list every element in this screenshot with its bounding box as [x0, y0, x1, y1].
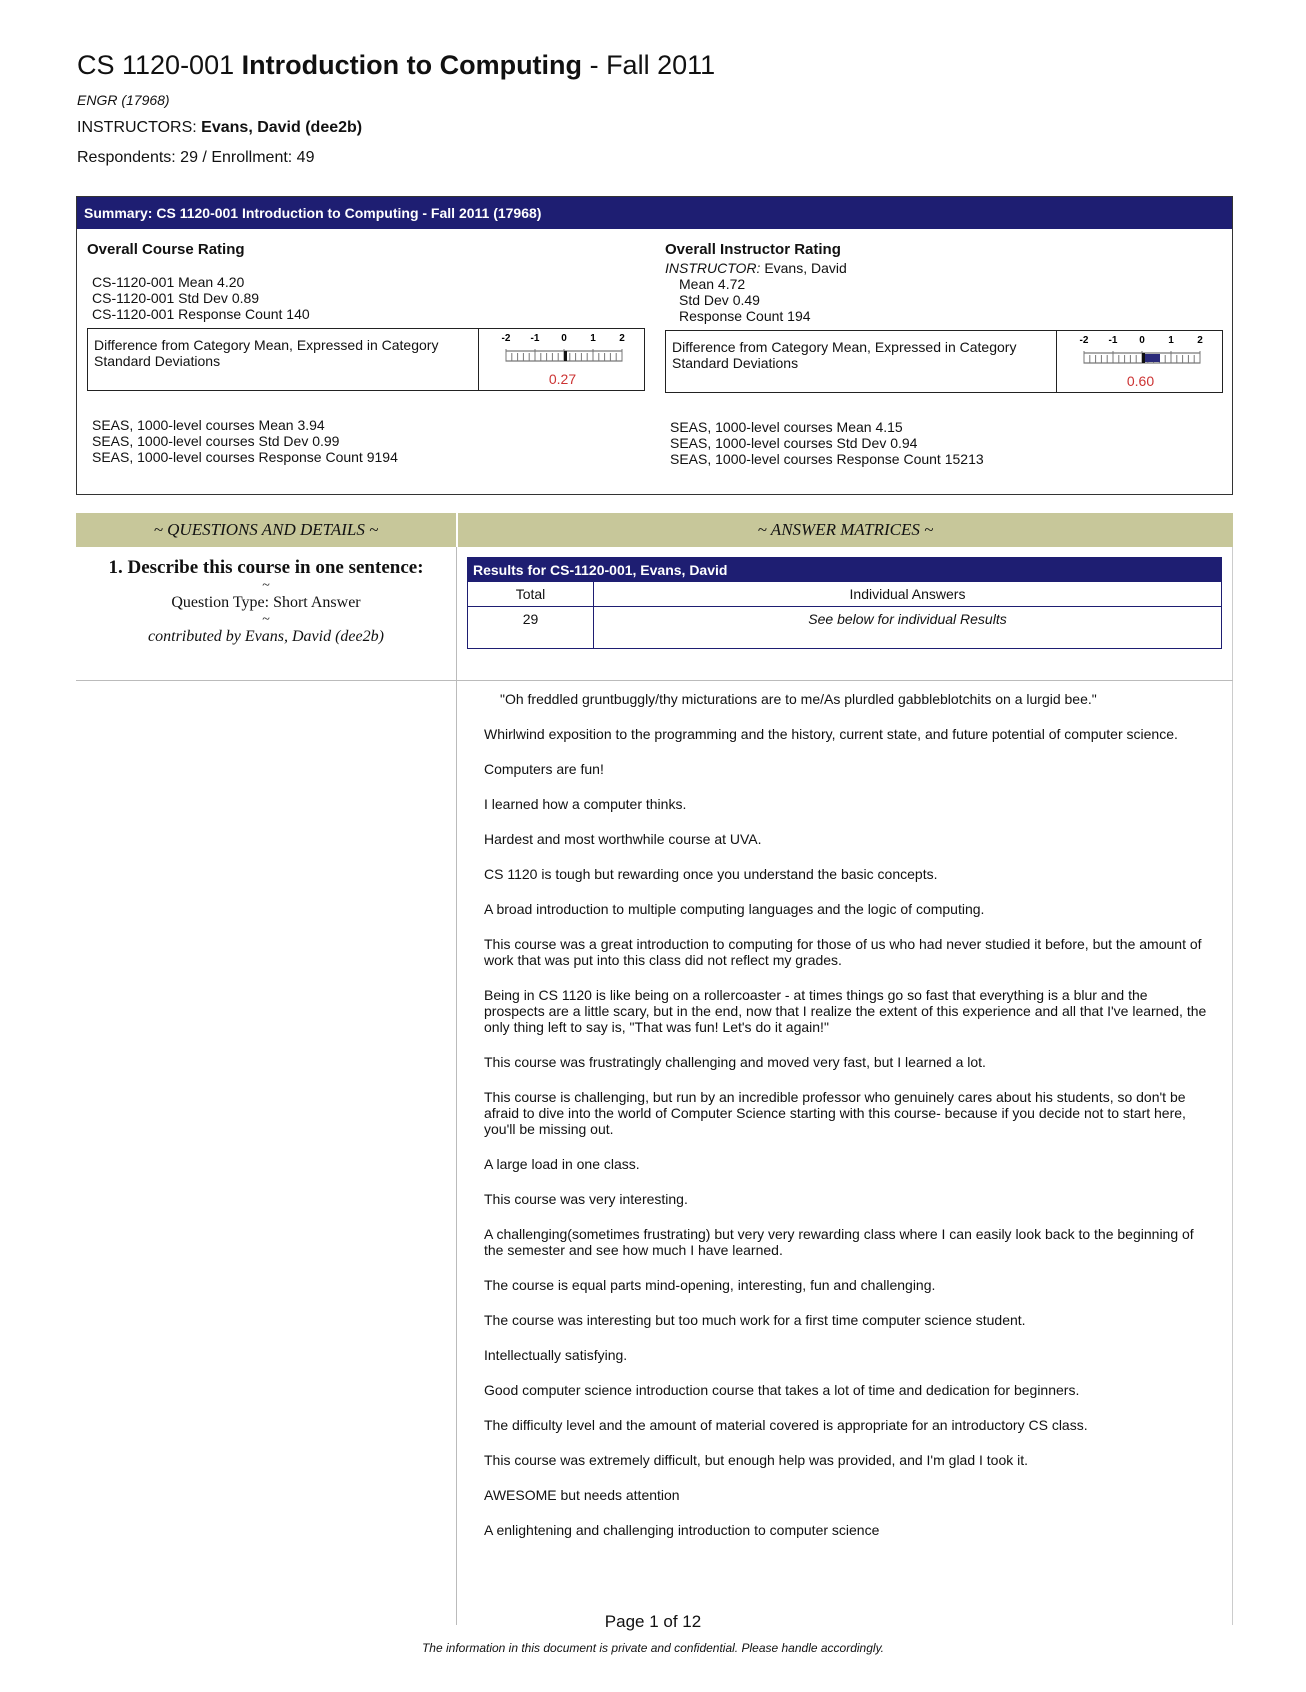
course-stats: [87, 274, 647, 322]
department-code: ENGR (17968): [77, 92, 170, 108]
gauge-tick-label: 2: [1197, 335, 1203, 346]
confidentiality-note: The information in this document is private and confidential. Please handle accordingly.: [421, 1641, 885, 1655]
respondents-line: Respondents: 29 / Enrollment: 49: [77, 149, 315, 166]
course-std: CS-1120-001 Std Dev 0.89: [92, 290, 260, 306]
column-divider: [456, 547, 457, 1625]
instructor-diff-box: [665, 330, 1223, 393]
page-title: CS 1120-001 Introduction to Computing - Fall 2011: [77, 50, 716, 80]
course-rating-column: [87, 241, 647, 465]
instructor-mean: Mean 4.72: [679, 276, 746, 292]
instructor-rating-heading: Overall Instructor Rating: [665, 241, 841, 258]
page-number: Page 1 of 12: [604, 1612, 702, 1631]
total-value: 29: [522, 611, 539, 627]
answer-item: Intellectually satisfying.: [484, 1347, 628, 1363]
question-contributor: contributed by Evans, David (dee2b): [148, 628, 384, 645]
course-diff-box: [87, 328, 645, 391]
gauge-tick-label: 0: [1139, 335, 1145, 346]
qa-header-band: [76, 513, 1233, 547]
course-cat-count: SEAS, 1000-level courses Response Count 9194: [92, 449, 398, 465]
answer-item: Whirlwind exposition to the programming and the history, current state, and future potential of computer science.: [484, 726, 1178, 742]
gauge-tick-label: 1: [590, 333, 596, 344]
answer-item: Being in CS 1120 is like being on a rollercoaster - at times things go so fast that everything is a blur and the prospects are a little scary, but in the end, now that I realize the extent of this experience and all that I've learned, the only thing left to say is, "That was fun! Let's do it again!": [484, 987, 1207, 1035]
answer-item: This course was a great introduction to computing for those of us who had never studied it before, but the amount of work that was put into this class did not reflect my grades.: [484, 936, 1202, 968]
instructor-gauge-ticks: [1080, 335, 1204, 346]
questions-header: ~ QUESTIONS AND DETAILS ~: [153, 520, 379, 539]
course-rating-heading: Overall Course Rating: [87, 241, 245, 258]
answer-item: This course was very interesting.: [484, 1191, 688, 1207]
results-table: [467, 557, 1222, 649]
instructors-label: INSTRUCTORS:: [77, 119, 197, 136]
instructor-category-stats: [665, 419, 1225, 467]
course-count: CS-1120-001 Response Count 140: [92, 306, 310, 322]
row-divider: [76, 680, 1233, 681]
course-gauge-scale: [479, 329, 647, 371]
answers-list: [484, 691, 1212, 1557]
instructor-name-line: [665, 260, 1225, 276]
summary-title: Summary: CS 1120-001 Introduction to Computing - Fall 2011 (17968): [77, 197, 1232, 229]
question-text: 1. Describe this course in one sentence:: [108, 557, 424, 578]
instructor-cat-mean: SEAS, 1000-level courses Mean 4.15: [670, 419, 903, 435]
answer-item: This course was frustratingly challenging and moved very fast, but I learned a lot.: [484, 1054, 986, 1070]
instructor-diff-gauge: [1056, 331, 1224, 392]
course-name: Introduction to Computing: [241, 50, 583, 80]
answer-item: A challenging(sometimes frustrating) but very very rewarding class where I can easily look back to the beginning of the semester and see how much I have learned.: [484, 1226, 1194, 1258]
answer-item: The course is equal parts mind-opening, interesting, fun and challenging.: [484, 1277, 936, 1293]
instructor-label: INSTRUCTOR:: [665, 260, 761, 276]
answer-item: A enlightening and challenging introduction to computer science: [484, 1522, 880, 1538]
summary-panel: [76, 196, 1233, 495]
instructor-diff-label: Difference from Category Mean, Expressed in Category Standard Deviations: [672, 339, 1017, 371]
results-title: Results for CS-1120-001, Evans, David: [468, 558, 1221, 582]
see-below-note: See below for individual Results: [808, 611, 1007, 627]
instructor-rating-column: [665, 241, 1225, 467]
answer-item: Good computer science introduction course that takes a lot of time and dedication for beginners.: [484, 1382, 1080, 1398]
tilde-separator: ~: [262, 578, 270, 593]
instructor-gauge-marker: [1142, 353, 1145, 363]
course-category-stats: [87, 417, 647, 465]
gauge-tick-label: 0: [561, 333, 567, 344]
course-gauge-marker: [564, 351, 567, 361]
course-cat-mean: SEAS, 1000-level courses Mean 3.94: [92, 417, 325, 433]
instructor-std: Std Dev 0.49: [679, 292, 760, 308]
answer-item: CS 1120 is tough but rewarding once you understand the basic concepts.: [484, 866, 938, 882]
instructors-value: Evans, David (dee2b): [201, 119, 363, 136]
instructor-name: Evans, David: [764, 260, 847, 276]
course-diff-gauge: [478, 329, 646, 390]
instructors-line: [77, 119, 362, 137]
gauge-tick-label: -1: [1108, 335, 1118, 346]
course-diff-value: 0.27: [548, 371, 577, 387]
course-code: CS 1120-001: [77, 50, 235, 80]
col-total-header: Total: [515, 586, 546, 602]
instructor-count: Response Count 194: [679, 308, 811, 324]
gauge-tick-label: 1: [1168, 335, 1174, 346]
answer-item: This course was extremely difficult, but enough help was provided, and I'm glad I took it.: [484, 1452, 1029, 1468]
answer-item: Hardest and most worthwhile course at UVA.: [484, 831, 762, 847]
course-gauge-ticks: [502, 333, 626, 344]
answers-header: ~ ANSWER MATRICES ~: [757, 520, 934, 539]
course-cat-std: SEAS, 1000-level courses Std Dev 0.99: [92, 433, 340, 449]
col-answers-header: Individual Answers: [849, 586, 966, 602]
answer-item: The difficulty level and the amount of material covered is appropriate for an introductory CS class.: [484, 1417, 1088, 1433]
answer-item: I learned how a computer thinks.: [484, 796, 687, 812]
instructor-cat-count: SEAS, 1000-level courses Response Count 15213: [670, 451, 984, 467]
answer-item: Computers are fun!: [484, 761, 604, 777]
question-type: Question Type: Short Answer: [171, 594, 361, 611]
course-diff-label: Difference from Category Mean, Expressed in Category Standard Deviations: [94, 337, 439, 369]
gauge-tick-label: -2: [1079, 335, 1089, 346]
instructor-stats: [665, 260, 1225, 324]
tilde-separator: ~: [262, 612, 270, 627]
answer-item: The course was interesting but too much work for a first time computer science student.: [484, 1312, 1026, 1328]
instructor-gauge-scale: [1057, 331, 1225, 373]
answer-item: "Oh freddled gruntbuggly/thy micturations are to me/As plurdled gabbleblotchits on a lurgid bee.": [500, 691, 1097, 707]
course-term: Fall 2011: [606, 50, 716, 80]
answer-item: A large load in one class.: [484, 1156, 640, 1172]
instructor-cat-std: SEAS, 1000-level courses Std Dev 0.94: [670, 435, 918, 451]
answer-item: This course is challenging, but run by an incredible professor who genuinely cares about his students, so don't be afraid to dive into the world of Computer Science starting with this course- because if you decide not to start here, you'll be missing out.: [484, 1089, 1186, 1137]
answer-item: A broad introduction to multiple computing languages and the logic of computing.: [484, 901, 985, 917]
course-mean: CS-1120-001 Mean 4.20: [92, 274, 245, 290]
gauge-tick-label: -1: [530, 333, 540, 344]
gauge-tick-label: 2: [619, 333, 625, 344]
right-border: [1232, 547, 1233, 1625]
instructor-diff-value: 0.60: [1126, 373, 1155, 389]
answer-item: AWESOME but needs attention: [484, 1487, 680, 1503]
gauge-tick-label: -2: [501, 333, 511, 344]
